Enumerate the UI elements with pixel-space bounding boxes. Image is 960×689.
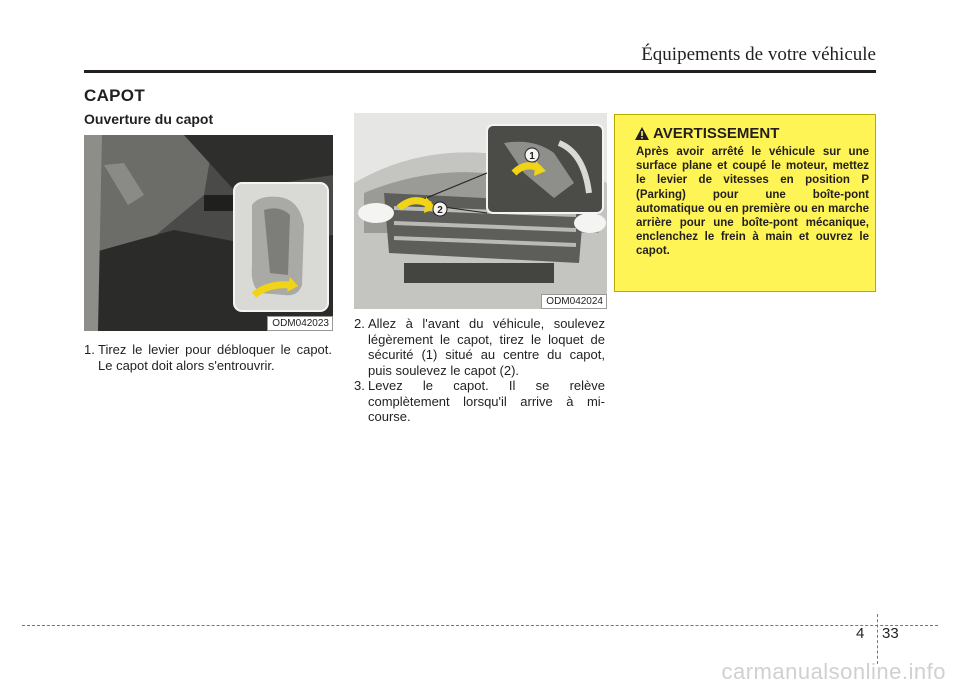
subsection-title: Ouverture du capot — [84, 111, 214, 127]
footer-divider — [877, 614, 878, 664]
step-number: 3. — [354, 378, 365, 393]
page-number: 33 — [882, 625, 899, 642]
running-header: Équipements de votre véhicule — [641, 44, 876, 65]
step-number: 2. — [354, 316, 365, 331]
step-number: 1. — [84, 342, 95, 357]
watermark: carmanualsonline.info — [721, 659, 946, 684]
hood-release-lever-photo — [84, 135, 333, 331]
warning-triangle-icon — [635, 127, 649, 140]
step-text: Tirez le levier pour débloquer le capot. Le capot doit alors s'entrouvrir. — [98, 342, 332, 373]
warning-title: AVERTISSEMENT — [653, 125, 780, 142]
step-text: Allez à l'avant du véhicule, soulevez légèrement le capot, tirez le loquet de sécurité (1) situé au centre du capot, puis soulevez le capot (2). — [368, 316, 605, 378]
footer-rule — [22, 625, 938, 626]
step-text: Levez le capot. Il se relève complètement lorsqu'il arrive à mi-course. — [368, 378, 605, 424]
callout-1: 1 — [529, 151, 535, 162]
figure-code-right: ODM042024 — [541, 294, 607, 309]
figure-code-left: ODM042023 — [267, 316, 333, 331]
section-title: CAPOT — [84, 86, 145, 105]
step-2 — [354, 316, 605, 378]
header-rule — [84, 70, 876, 73]
chapter-number: 4 — [856, 625, 865, 642]
step-3 — [354, 378, 605, 425]
vehicle-front-photo — [354, 113, 607, 309]
warning-text: Après avoir arrêté le véhicule sur une surface plane et coupé le moteur, mettez le levier de vitesses en position P (Parking) pour une boîte-pont automatique ou en première ou en marche arrière pour une boîte-pont mécanique, enclenchez le frein à main et ouvrez le capot. — [636, 146, 869, 258]
step-1 — [84, 342, 332, 373]
warning-box — [614, 114, 876, 292]
callout-2: 2 — [437, 205, 443, 216]
